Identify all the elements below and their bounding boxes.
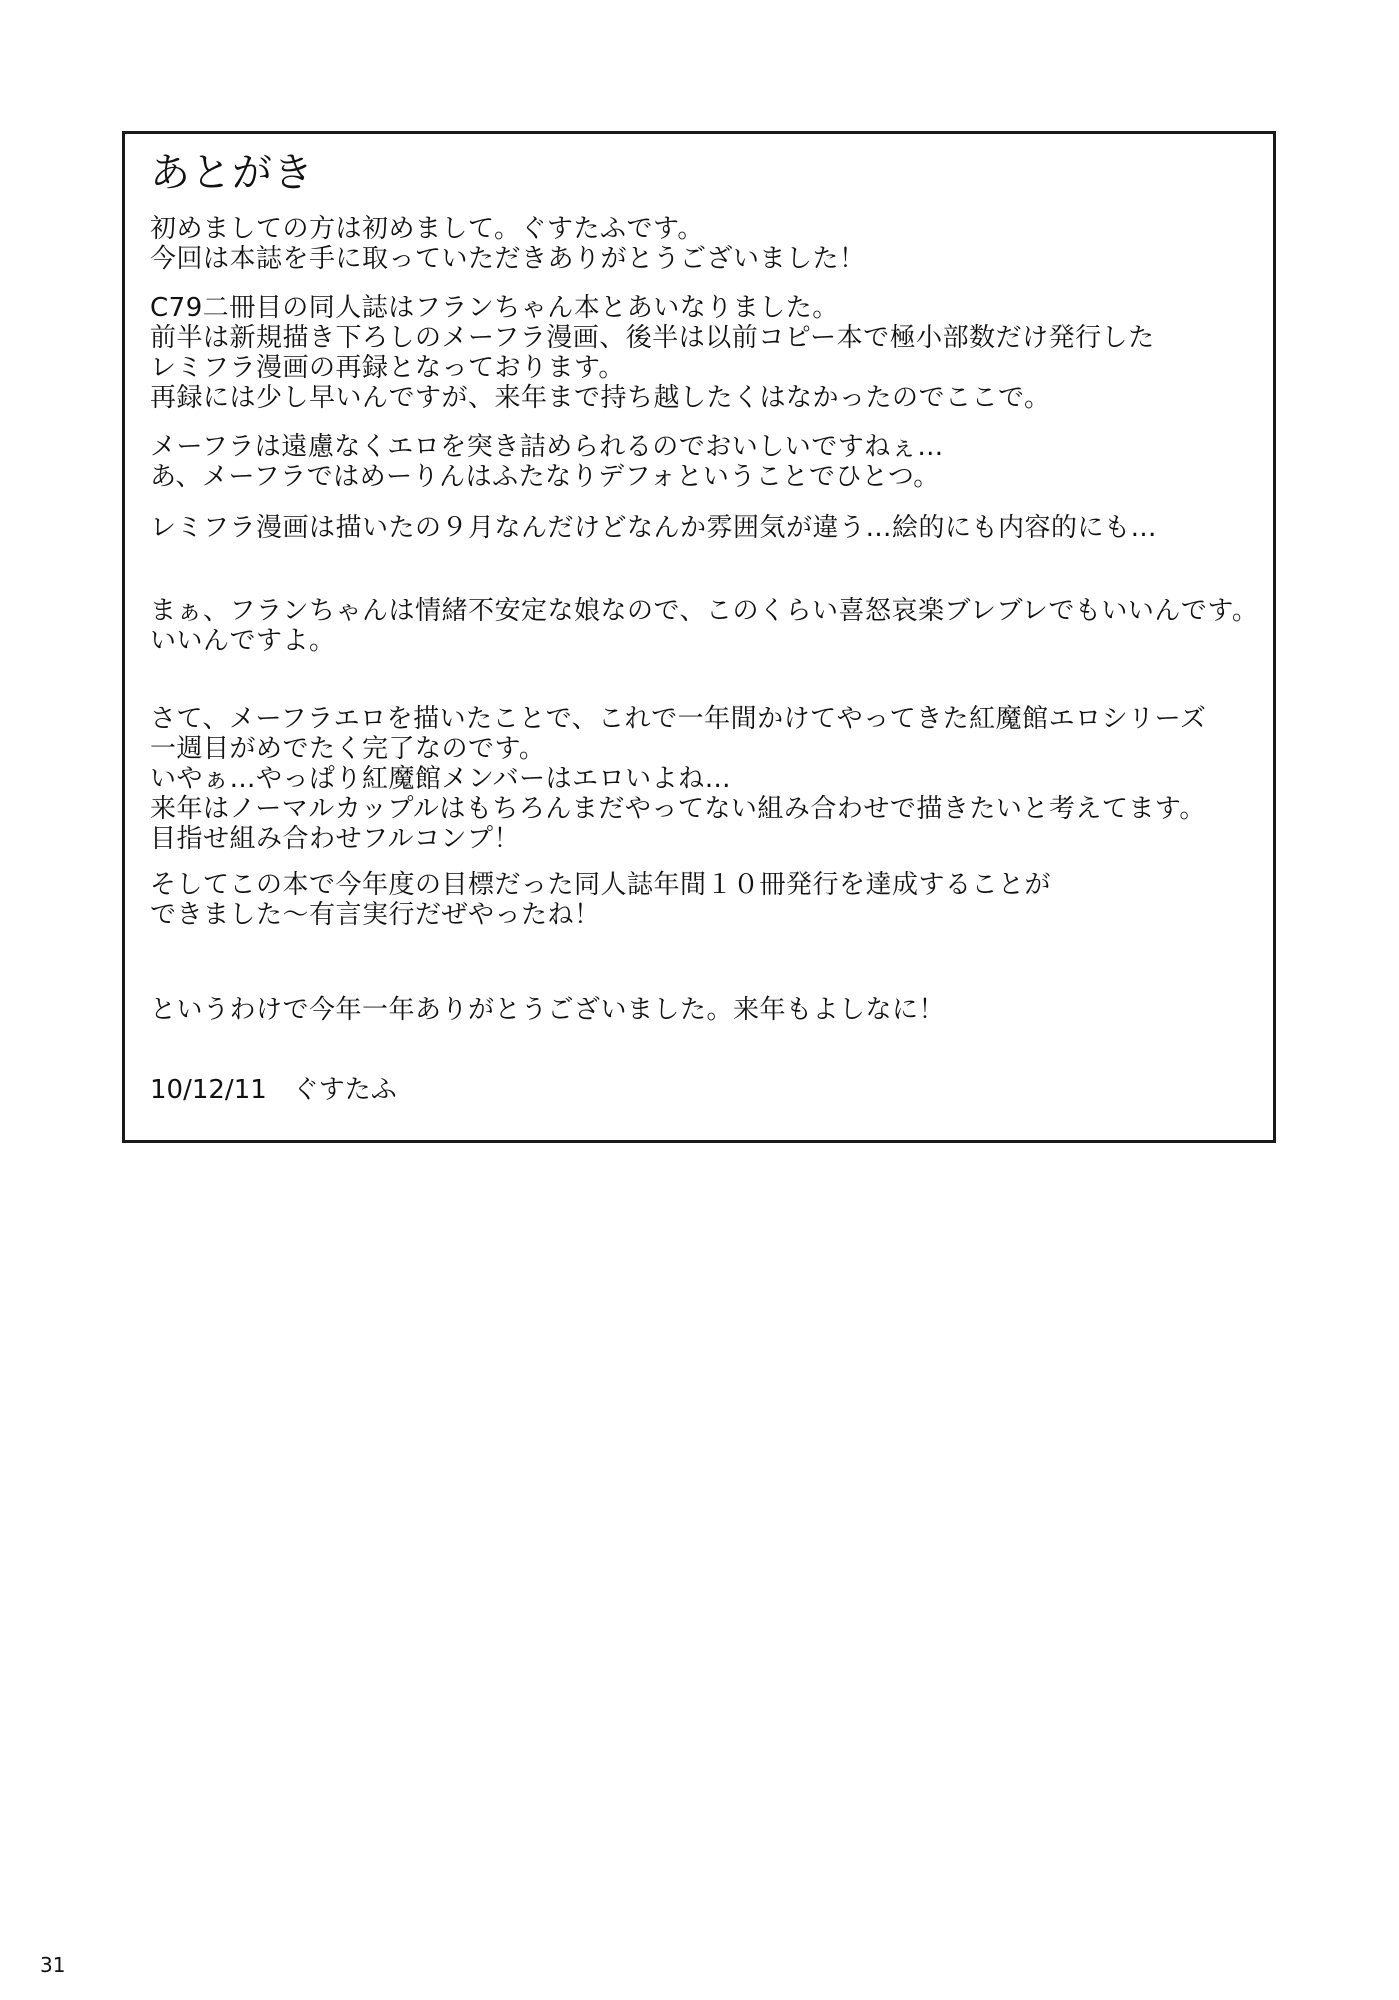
paragraph-flan [150,596,1258,656]
text-line: できました～有言実行だぜやったね！ [150,900,601,930]
paragraph-mefra [150,432,944,492]
text-line: C79二冊目の同人誌はフランちゃん本とあいなりました。 [150,293,839,323]
text-line: 来年はノーマルカップルはもちろんまだやってない組み合わせで描きたいと考えてます。 [150,794,1206,824]
text-line: 目指せ組み合わせフルコンプ！ [150,824,520,854]
text-line: レミフラ漫画は描いたの９月なんだけどなんか雰囲気が違う…絵的にも内容的にも… [150,513,1158,543]
text-line: というわけで今年一年ありがとうございました。来年もよしなに！ [150,995,946,1025]
paragraph-greeting [150,214,866,274]
text-line: 前半は新規描き下ろしのメーフラ漫画、後半は以前コピー本で極小部数だけ発行した [150,323,1155,353]
paragraph-book-intro [150,293,1155,413]
text-line: 一週目がめでたく完了なのです。 [150,734,546,764]
paragraph-remifra [150,513,1157,543]
text-line: いやぁ…やっぱり紅魔館メンバーはエロいよね… [150,764,732,794]
text-line: さて、メーフラエロを描いたことで、これで一年間かけてやってきた紅魔館エロシリーズ [150,704,1207,734]
text-line: 初めましての方は初めまして。ぐすたふです。 [150,214,704,244]
signature-author: ぐすたふ [292,1075,397,1105]
paragraph-goal [150,870,1051,930]
text-line: 再録には少し早いんですが、来年まで持ち越したくはなかったのでここで。 [150,383,1051,413]
paragraph-thanks [150,995,945,1025]
text-line: まぁ、フランちゃんは情緒不安定な娘なので、このくらい喜怒哀楽ブレブレでもいいんです。 [150,596,1259,626]
text-line: レミフラ漫画の再録となっております。 [150,353,625,383]
paragraph-series [150,704,1206,854]
text-line: いいんですよ。 [150,626,336,656]
text-line: 今回は本誌を手に取っていただきありがとうございました！ [150,244,866,274]
signature [150,1075,397,1105]
signature-date: 10/12/11 [150,1075,267,1105]
text-line: メーフラは遠慮なくエロを突き詰められるのでおいしいですねぇ… [150,432,944,462]
text-line: あ、メーフラではめーりんはふたなりデフォということでひとつ。 [150,462,940,492]
text-line: そしてこの本で今年度の目標だった同人誌年間１０冊発行を達成することが [150,870,1052,900]
page-number: 31 [40,1953,66,1977]
afterword-heading: あとがき [150,150,314,196]
